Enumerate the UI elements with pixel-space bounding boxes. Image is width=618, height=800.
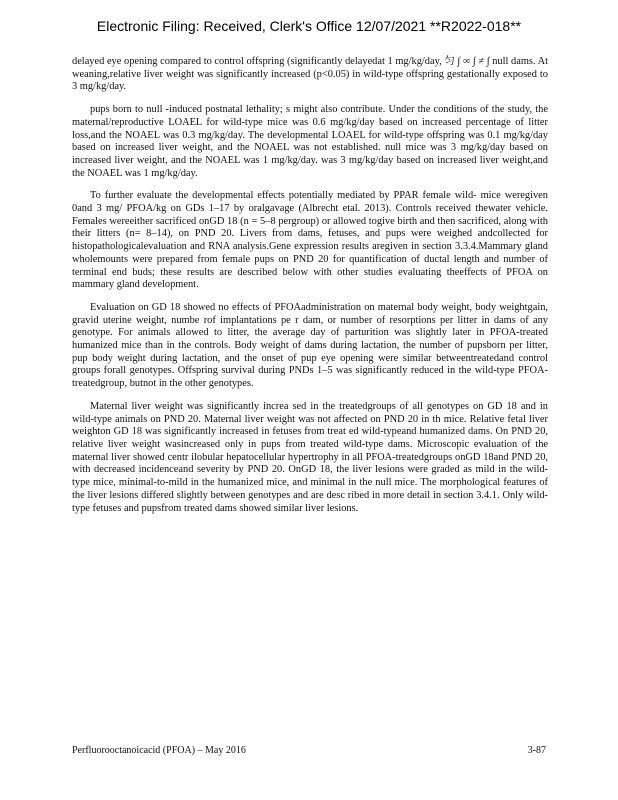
- filing-header: Electronic Filing: Received, Clerk's Office 12/07/2021 **R2022-018**: [96, 18, 522, 34]
- body-text: [72, 56, 548, 525]
- paragraph: pups born to null -induced postnatal lethality; s might also contribute. Under the conditions of the study, the maternal/reproductive LOAEL for wild-type mice was 0.6 mg/kg/day based on increased percentage of litter loss,and the NOAEL was 0.3 mg/kg/day. The developmental LOAEL for wild-type offspring was 0.1 mg/kg/day based on increased liver weight, and the NOAEL was not established. null mice was 3 mg/kg/day based on increased liver weight, and the NOAEL was 1 mg/kg/day. was 3 mg/kg/day based on increased liver weight,and the NOAEL was 1 mg/kg/day.: [72, 104, 548, 179]
- paragraph: To further evaluate the developmental effects potentially mediated by PPAR female wild- mice weregiven 0and 3 mg/ PFOA/kg on GDs 1–17 by oralgavage (Albrecht etal. 2013). Controls received thewater vehicle. Females wereeither sacrificed onGD 18 (n = 5–8 pergroup) or allowed togive birth and then sacrificed, along with their litters (n= 8–14), on PND 20. Livers from dams, fetuses, and pups were weighed andcollected for histopathologicalevaluation and RNA analysis.Gene expression results aregiven in section 3.3.4.Mammary gland wholemounts were prepared from female pups on PND 20 for quantification of ductal length and number of terminal end buds; these results are described below with other studies evaluating theeffects of PFOA on mammary gland development.: [72, 190, 548, 291]
- paragraph: Evaluation on GD 18 showed no effects of PFOAadministration on maternal body weight, body weightgain, gravid uterine weight, numbe rof implantations pe r dam, or number of resorptions per litter in dams of any genotype. For animals allowed to litter, the average day of parturition was slightly later in PFOA-treated humanized mice than in the controls. Body weight of dams during lactation, the number of pupsborn per litter, pup body weight during lactation, and the onset of pup eye opening were similar betweentreatedand control groups forall genotypes. Offspring survival during PNDs 1–5 was significantly reduced in the wild-type PFOA-treatedgroup, butnot in the other genotypes.: [72, 301, 548, 390]
- paragraph: delayed eye opening compared to control offspring (significantly delayedat 1 mg/kg/day, 匀 ∫ ∞ ∫ ≠ ∫ null dams. At weaning,relative liver weight was significantly increased (p<0.05) in wild-type offspring gestationally exposed to 3 mg/kg/day.: [72, 56, 548, 93]
- footer-document-title: Perfluorooctanoicacid (PFOA) – May 2016: [72, 745, 246, 756]
- page-number: 3-87: [527, 745, 546, 756]
- paragraph: Maternal liver weight was significantly increa sed in the treatedgroups of all genotypes on GD 18 and in wild-type animals on PND 20. Maternal liver weight was not affected on PND 20 in th mice. Relative fetal liver weighton GD 18 was significantly increased in fetuses from treat ed wild-typeand humanized dams. On PND 20, relative liver weight wasincreased only in pups from treated wild-type dams. Microscopic evaluation of the maternal liver showed centr ilobular hepatocellular hypertrophy in all PFOA-treatedgroups onGD 18and PND 20, with decreased incidenceand severity by PND 20. OnGD 18, the liver lesions were graded as mild in the wild-type mice, minimal-to-mild in the humanized mice, and minimal in the null mice. The morphological features of the liver lesions differed slightly between genotypes and are desc ribed in more detail in section 3.4.1. Only wild-type fetuses and pupsfrom treated dams showed similar liver lesions.: [72, 400, 548, 514]
